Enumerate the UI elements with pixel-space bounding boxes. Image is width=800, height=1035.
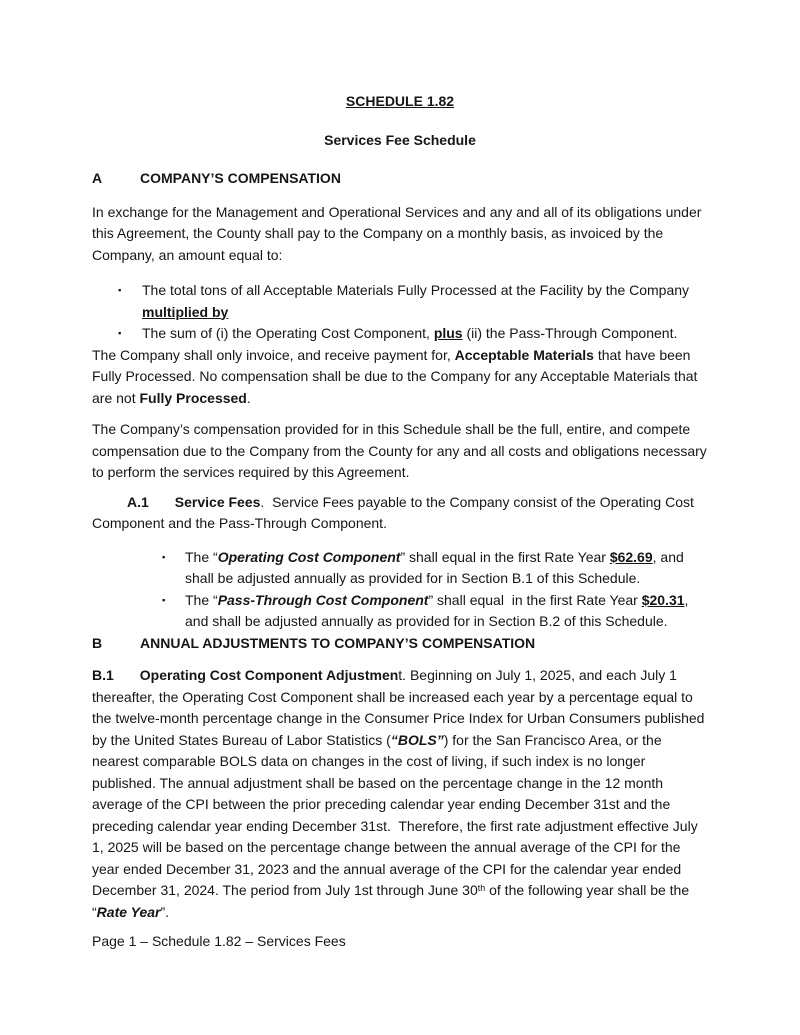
section-b-title: ANNUAL ADJUSTMENTS TO COMPANY’S COMPENSATION: [140, 634, 536, 651]
para-b1-adjustment: B.1 Operating Cost Component Adjustment. Beginning on July 1, 2025, and each July 1 thereafter, the Operating Cost Component shall be increased each year by a percentage equal to the twelve-month percentage change in the Consumer Price Index for Urban Consumers published by the United States Bureau of Labor Statistics (“BOLS”) for the San Francisco Area, or the nearest comparable BOLS data on changes in the cost of living, if such index is no longer published. The annual adjustment shall be based on the percentage change in the 12 month average of the CPI between the prior preceding calendar year ending December 31st and the preceding calendar year ending December 31st. Therefore, the first rate adjustment effective July 1, 2025 will be based on the percentage change between the annual average of the CPI for the year ended December 31, 2023 and the annual average of the CPI for the calendar year ended December 31, 2024. The period from July 1st through June 30th of the following year shall be the “Rate Year”.: [92, 667, 709, 920]
para-invoice: The Company shall only invoice, and receive payment for, Acceptable Materials that have been Fully Processed. No compensation shall be due to the Company for any Acceptable Materials that are not Fully Processed.: [92, 346, 702, 406]
bullet-operating-cost-text: The “Operating Cost Component” shall equal in the first Rate Year $62.69, and shall be adjusted annually as provided for in Section B.1 of this Schedule.: [185, 548, 688, 586]
bullet-pass-through-text: The “Pass-Through Cost Component” shall equal in the first Rate Year $20.31, and shall be adjusted annually as provided for in Section B.2 of this Schedule.: [185, 591, 693, 629]
bullet-icon: ▪: [162, 551, 166, 563]
section-heading-a: [92, 168, 708, 190]
bullet-sum-text: The sum of (i) the Operating Cost Component, plus (ii) the Pass-Through Component.: [142, 325, 678, 341]
section-a-title: COMPANY’S COMPENSATION: [140, 170, 341, 186]
para-intro: In exchange for the Management and Operational Services and any and all of its obligations under this Agreement, the County shall pay to the Company on a monthly basis, as invoiced by the Company, an amount equal to:: [92, 203, 706, 263]
bullet-total-tons-text: The total tons of all Acceptable Materials Fully Processed at the Facility by the Company multiplied by: [142, 282, 693, 320]
section-b-label: B: [92, 634, 103, 651]
bullet-sum: [92, 323, 708, 345]
section-a-label: A: [92, 170, 103, 186]
bullet-icon: ▪: [118, 285, 122, 296]
bullet-operating-cost: [92, 547, 708, 590]
page-footer: Page 1 – Schedule 1.82 – Services Fees: [92, 933, 346, 949]
para-compensation: The Company’s compensation provided for in this Schedule shall be the full, entire, and compete compensation due to the Company from the County for any and all costs and obligations necessary to perform the services required by this Agreement.: [92, 421, 711, 480]
bullet-icon: ▪: [162, 594, 166, 606]
doc-subtitle: Services Fee Schedule: [324, 131, 476, 148]
bullet-icon: ▪: [118, 328, 122, 339]
section-heading-b: [92, 633, 708, 655]
bullet-total-tons: [92, 280, 708, 323]
doc-title: SCHEDULE 1.82: [345, 93, 455, 109]
bullet-pass-through: [92, 590, 708, 633]
para-a1-service-fees: A.1 Service Fees. Service Fees payable to the Company consist of the Operating Cost Component and the Pass-Through Component.: [92, 493, 698, 531]
